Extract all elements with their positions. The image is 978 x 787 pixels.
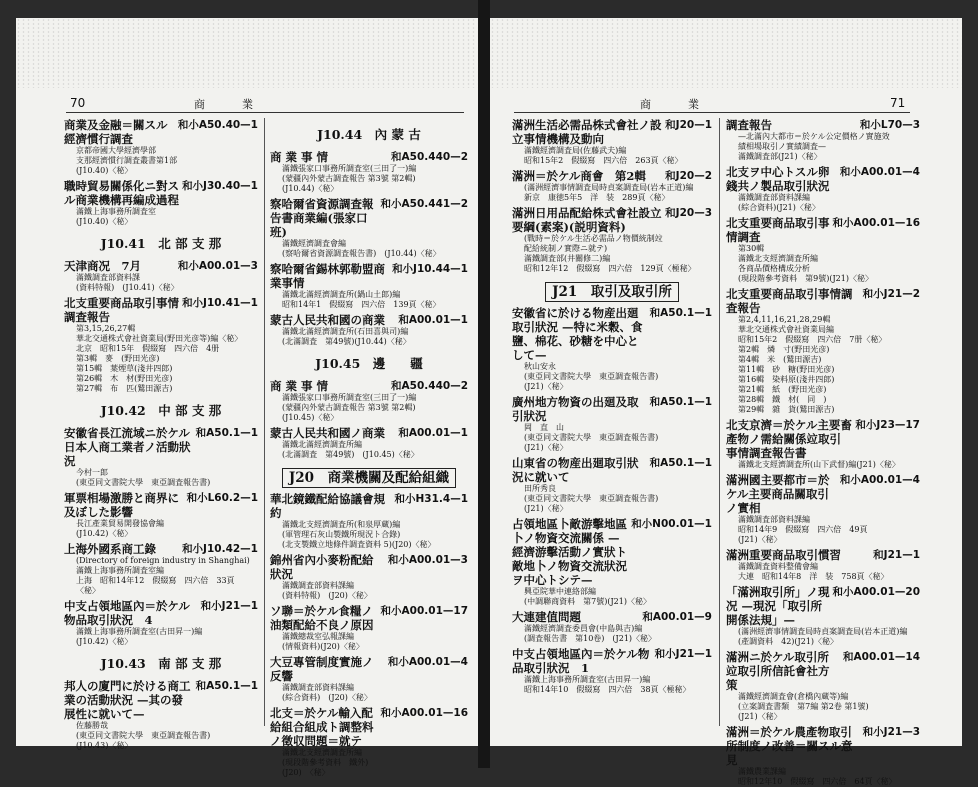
entry-detail-line: 第15輯 葉煙草(淺井四郎) <box>76 364 173 373</box>
entry-title-row <box>512 517 712 587</box>
entry-detail-line: 滿鐵經濟調査局(佐藤武夫)編 <box>524 146 627 155</box>
entry-title: 中支占領地區內＝於ケル物品取引狀況 4 <box>64 599 190 627</box>
entry-detail-line: (滿洲經濟事情調査局時貞案調査局(岩本正道)編 <box>738 627 908 636</box>
classification-code: 和J20—1 <box>665 119 712 131</box>
entry-title-row <box>270 313 468 327</box>
entry-title-row <box>270 492 468 520</box>
entry-detail-line: 昭和14年1 假綴寫 四六倍 139頁〈秘〉 <box>282 300 441 309</box>
header-rule <box>514 112 910 113</box>
running-head: 商 業 <box>194 98 254 111</box>
entry-detail-line: 興亞院華中連絡部編 <box>524 587 596 596</box>
entry-detail-line: (現段階參考資料 鐵外) <box>282 758 369 767</box>
classification-code: 和小J21—1 <box>654 648 712 660</box>
entry-title-row <box>270 706 468 748</box>
entry-detail-line: (現段階參考資料 第9號)(J21)〈秘〉 <box>738 274 873 283</box>
section-heading <box>64 401 258 419</box>
entry-detail-line: (J10.45)〈秘〉 <box>282 413 339 422</box>
entry-detail-line: 各商品價格構成分析 <box>738 264 810 273</box>
catalog-entry <box>726 165 920 213</box>
catalog-entry <box>270 604 468 652</box>
entry-detail-line: (J10.40)〈秘〉 <box>76 166 133 175</box>
entry-detail-line: 第4輯 米 (鷲田源吉) <box>738 355 822 364</box>
classification-code: 和小A00.01—17 <box>380 605 468 617</box>
classification-code: 和A50.1—1 <box>649 396 712 408</box>
entry-detail-line: 第27輯 布 匹(鷲田源吉) <box>76 384 173 393</box>
entry-title: 安徽省に於ける物産出廻取引狀況 —特に米穀、食鹽、棉花、砂糖を中心として— <box>512 306 643 362</box>
entry-title: 滿洲生活必需品株式會社ノ設立事情機構及動向 <box>512 118 662 146</box>
entry-detail-line: 上海 昭和14年12 假綴寫 四六倍 33頁 <box>76 576 235 585</box>
entry-title: 商 業 事 情 <box>270 150 329 164</box>
entry-title: 軍票相場激勝と商界に及ぼした影響 <box>64 491 179 519</box>
classification-code: 和小A00.01—3 <box>387 554 468 566</box>
catalog-entry <box>726 216 920 284</box>
entry-detail-line: 滿鐵上海事務所調査室 <box>76 207 156 216</box>
classification-code: 和A50.1—1 <box>195 680 258 692</box>
entry-detail-line: 滿鐵北滿經濟調査所編 <box>282 440 362 449</box>
entry-detail-line: 第29輯 雜 貨(鷲田源吉) <box>738 405 835 414</box>
entry-detail-line: (資料特報) (J10.41)〈秘〉 <box>76 283 179 292</box>
catalog-entry <box>64 599 258 647</box>
entry-title: 上海外國系商工錄 <box>64 542 156 556</box>
classification-code: 和小A50.441—2 <box>380 198 468 210</box>
entry-title: 滿洲＝於ケル農產物取引所制度ノ改善＝關スル意見 <box>726 725 853 767</box>
entry-detail-line: 滿鐵上海事務所調査室(古田昇一)編 <box>524 675 651 684</box>
entry-detail-line: 北京 昭和15年 假綴寫 四六倍 4册 <box>76 344 220 353</box>
column-rule <box>719 118 720 726</box>
classification-code: 和小J10.42—1 <box>182 543 258 555</box>
catalog-entry <box>64 491 258 539</box>
classification-code: 和小L70—3 <box>859 119 920 131</box>
entry-detail-line: 第16輯 染料原(淺井四郎) <box>738 375 835 384</box>
catalog-entry <box>64 542 258 596</box>
entry-detail-line: 滿鐵北支經濟調査所(山下武督)編(J21)〈秘〉 <box>738 460 900 469</box>
catalog-entry <box>726 548 920 582</box>
entry-title-row <box>270 604 468 632</box>
entry-title: 錦州省內小麥粉配給狀況 <box>270 553 374 581</box>
entry-detail-line: 新京 康徳5年5 洋 装 289頁〈秘〉 <box>524 193 670 202</box>
entry-title: 蒙古人民共和國ノ商業 <box>270 426 385 440</box>
entry-detail-line: (調査報告書 第10卷) (J21)〈秘〉 <box>524 634 657 643</box>
entry-title-row <box>512 395 712 423</box>
entry-title: 北支京濟＝於ケル主要畜產物ノ需給關係竝取引事情調査報告書 <box>726 418 852 460</box>
entry-title-row <box>512 306 712 362</box>
section-heading <box>64 234 258 252</box>
catalog-entry <box>512 517 712 607</box>
left-page <box>16 18 478 777</box>
entry-title: 商 業 事 情 <box>270 379 329 393</box>
section-heading <box>512 280 712 300</box>
catalog-entry <box>270 262 468 310</box>
section-heading-text: J10.45 邊 疆 <box>315 356 423 371</box>
classification-code: 和小A00.01—4 <box>839 474 920 486</box>
catalog-entry <box>512 118 712 166</box>
page-noise <box>490 18 962 88</box>
classification-code: 和A00.01—14 <box>843 651 920 663</box>
entry-detail-line: (J10.43)〈秘〉 <box>76 741 133 750</box>
entry-detail-line: 今村一郎 <box>76 468 108 477</box>
entry-title: 大豆專管制度實施ノ反響 <box>270 655 374 683</box>
entry-detail-line: (J10.44)〈秘〉 <box>282 184 339 193</box>
entry-title-row <box>64 179 258 207</box>
entry-detail-line: 滿鐵調査部資料課編 <box>282 683 354 692</box>
catalog-entry <box>270 706 468 778</box>
entry-title-row <box>726 118 920 132</box>
entry-detail-line: (J21)〈秘〉 <box>524 443 568 452</box>
entry-title: 蒙古人民共和國の商業 <box>270 313 385 327</box>
entry-detail-line: 滿鐵張家口事務所調査室(三田了一)編 <box>282 164 417 173</box>
entry-title-row <box>512 169 712 183</box>
page-noise <box>16 18 478 88</box>
entry-title: 察哈爾省錫林郭勒盟商業事情 <box>270 262 385 290</box>
entry-title-row <box>64 296 258 324</box>
running-head: 商 業 <box>640 98 700 111</box>
left-column-2 <box>270 118 468 777</box>
right-page <box>490 18 962 786</box>
column-rule <box>264 118 265 726</box>
entry-detail-line: (中調聯商資料 第7號)(J21)〈秘〉 <box>524 597 651 606</box>
catalog-entry <box>270 379 468 423</box>
entry-title: 廣州地方物資の出廻及取引狀況 <box>512 395 639 423</box>
entry-detail-line: (滿洲經濟事情調査局時貞案調査局(岩本正道)編 <box>524 183 694 192</box>
page-number: 70 <box>70 96 86 110</box>
entry-detail-line: (東亞同文書院大學 東亞調査報告書) <box>524 494 659 503</box>
catalog-entry <box>64 259 258 293</box>
entry-title-row <box>512 206 712 234</box>
entry-detail-line: 滿鐵北支經濟調査所編 <box>738 254 818 263</box>
entry-title: 滿洲國主要都市＝於ケル主要商品關取引ノ實相 <box>726 473 830 515</box>
entry-detail-line: 滿鐵上海事務所調査室(古田昇一)編 <box>76 627 203 636</box>
catalog-entry <box>512 169 712 203</box>
classification-code: 和J20—3 <box>665 207 712 219</box>
entry-detail-line: 滿鐵調査部資料課編 <box>282 581 354 590</box>
entry-title-row <box>64 118 258 146</box>
entry-detail-line: 昭和12年12 假綴寫 四六倍 129頁〈極秘〉 <box>524 264 696 273</box>
entry-detail-line: 滿鐵經濟調査會(倉橋內蔵等)編 <box>738 692 849 701</box>
entry-detail-line: 華北交通株式會社資業局(野田光彦等)編〈秘〉 <box>76 334 243 343</box>
entry-title-row <box>726 650 920 692</box>
right-column-1 <box>512 118 712 732</box>
entry-title: 滿洲＝於ケル商會 第2輯 <box>512 169 646 183</box>
entry-detail-line: 昭和15年2 假綴寫 四六倍 263頁〈秘〉 <box>524 156 683 165</box>
entry-detail-line: 第3,15,26,27輯 <box>76 324 136 333</box>
entry-title-row <box>270 655 468 683</box>
classification-code: 和A50.1—1 <box>649 307 712 319</box>
entry-detail-line: 昭和14年9 假綴寫 四六倍 49頁 <box>738 525 868 534</box>
section-heading-text: J20 商業機關及配給組織 <box>282 468 456 488</box>
classification-code: 和小N00.01—1 <box>631 518 712 530</box>
entry-title: 天津商况 7月 <box>64 259 142 273</box>
entry-title: 滿洲重要商品取引慣習 <box>726 548 841 562</box>
entry-title: 山東省の物産出廻取引狀況に就いて <box>512 456 639 484</box>
classification-code: 和小A00.01—16 <box>832 217 920 229</box>
entry-title: 「滿洲取引所」ノ現况 —現況「取引所開係法規」— <box>726 585 830 627</box>
entry-detail-line: (東亞同文書院大學 東亞調査報告書) <box>524 372 659 381</box>
entry-detail-line: 滿鐵上海事務所調査室編 <box>76 566 164 575</box>
catalog-entry <box>270 492 468 550</box>
catalog-entry <box>270 655 468 703</box>
entry-title: 占領地區卜敵游擊地區卜ノ物資交流關係 —經濟游擊活動ノ實狀ト敵地卜ノ物資交流狀況ヲ中心トシテ— <box>512 517 627 587</box>
entry-detail-line: 滿鐵調査部資料課編 <box>738 193 810 202</box>
classification-code: 和小J23—17 <box>855 419 920 431</box>
catalog-entry <box>270 197 468 259</box>
entry-detail-line: (軍管理石灰山製鐵所現況ト合錄) <box>282 530 401 539</box>
entry-title-row <box>270 262 468 290</box>
entry-title: 調査報告 <box>726 118 772 132</box>
section-heading-text: J10.44 內 蒙 古 <box>317 127 421 142</box>
catalog-entry <box>270 426 468 460</box>
entry-detail-line: (東亞同文書院大學 東亞調査報告書) <box>524 433 659 442</box>
classification-code: 和小L60.2—1 <box>186 492 258 504</box>
catalog-entry <box>726 473 920 545</box>
entry-detail-line: 滿鐵調査資料整備會編 <box>738 562 818 571</box>
classification-code: 和小A00.01—3 <box>177 260 258 272</box>
section-heading-text: J10.42 中 部 支 那 <box>100 403 222 418</box>
entry-detail-line: 滿鐵調査部資料課編 <box>738 515 810 524</box>
entry-detail-line: 滿鐵經濟調査委員會(中島與吉)編 <box>524 624 643 633</box>
entry-title-row <box>726 585 920 627</box>
entry-detail-line: 支那經濟慣行調査叢書第1部 <box>76 156 178 165</box>
entry-detail-line: 大連 昭和14年8 洋 装 758頁〈秘〉 <box>738 572 889 581</box>
entry-detail-line: 第11輯 砂 糖(野田光彦) <box>738 365 835 374</box>
entry-detail-line: 田所秀良 <box>524 484 556 493</box>
entry-title-row <box>64 259 258 273</box>
entry-title-row <box>270 197 468 239</box>
entry-title-row <box>512 647 712 675</box>
classification-code: 和小A00.01—4 <box>387 656 468 668</box>
entry-detail-line: 績相場取引ノ實績調査— <box>738 142 826 151</box>
entry-title-row <box>726 216 920 244</box>
classification-code: 和A50.1—1 <box>195 427 258 439</box>
entry-title-row <box>64 599 258 627</box>
entry-title: 商業及金融＝關スル經濟慣行調査 <box>64 118 168 146</box>
classification-code: 和小A00.01—4 <box>839 166 920 178</box>
catalog-entry <box>726 118 920 162</box>
entry-detail-line: (立案調査書類 第7編 第2卷 第1號) <box>738 702 869 711</box>
catalog-entry <box>512 610 712 644</box>
entry-detail-line: 第21輯 紙 (野田光彦) <box>738 385 827 394</box>
classification-code: 和小J21—3 <box>862 726 920 738</box>
entry-detail-line: 滿鐵調査部資料課 <box>76 273 140 282</box>
entry-title: 北支重要商品取引事情調査報告 <box>64 296 179 324</box>
entry-detail-line: 佐藤勝哉 <box>76 721 108 730</box>
entry-title: 北支重要商品取引事情調査 <box>726 216 830 244</box>
classification-code: 和A00.01—1 <box>398 314 468 326</box>
entry-title-row <box>726 473 920 515</box>
section-heading <box>270 125 468 143</box>
catalog-entry <box>512 395 712 453</box>
catalog-entry <box>726 585 920 647</box>
entry-title: 察哈爾省資源調査報告書商業編(張家口班) <box>270 197 374 239</box>
entry-title-row <box>726 165 920 193</box>
entry-detail-line: (產調資料 42)(J21)〈秘〉 <box>738 637 839 646</box>
entry-title-row <box>270 553 468 581</box>
catalog-entry <box>270 313 468 347</box>
catalog-entry <box>512 456 712 514</box>
catalog-entry <box>64 426 258 488</box>
entry-detail-line: 滿鐵調査部(J21)〈秘〉 <box>738 152 822 161</box>
catalog-entry <box>64 179 258 227</box>
classification-code: 和小A00.01—20 <box>832 586 920 598</box>
catalog-entry <box>726 418 920 470</box>
entry-detail-line: (J10.42)〈秘〉 <box>76 529 133 538</box>
header-rule <box>66 112 464 113</box>
entry-title: 北支重要商品取引事情調査報告 <box>726 287 853 315</box>
catalog-entry <box>270 553 468 601</box>
entry-detail-line: (J20) 〈秘〉 <box>282 768 330 777</box>
entry-detail-line: 滿鐵北支經濟調査所編 <box>282 748 362 757</box>
classification-code: 和小H31.4—1 <box>394 493 468 505</box>
classification-code: 和A50.440—2 <box>391 380 468 392</box>
section-heading-text: J10.41 北 部 支 那 <box>100 236 222 251</box>
section-heading <box>270 466 468 486</box>
entry-detail-line: (J10.42)〈秘〉 <box>76 637 133 646</box>
entry-title-row <box>512 118 712 146</box>
entry-detail-line: 滿鐵北滿經濟調査所(鍋山土郎)編 <box>282 290 401 299</box>
entry-detail-line: (東亞同文書院大學 東亞調査報告書) <box>76 731 211 740</box>
entry-detail-line: 第3輯 麥 (野田光彦) <box>76 354 160 363</box>
entry-detail-line: 第30輯 <box>738 244 765 253</box>
entry-detail-line: (綜合資料) (J20)〈秘〉 <box>282 693 372 702</box>
section-heading <box>270 354 468 372</box>
entry-detail-line: 昭和14年10 假綴寫 四六倍 38頁〈極秘〉 <box>524 685 691 694</box>
entry-detail-line: (J21)〈秘〉 <box>524 504 568 513</box>
entry-detail-line: (J21)〈秘〉 <box>738 712 782 721</box>
page-number: 71 <box>890 96 906 110</box>
entry-title-row <box>64 542 258 556</box>
entry-title-row <box>64 491 258 519</box>
entry-title-row <box>64 426 258 468</box>
entry-title: 邦人の廈門に於ける商工業の活動狀況 —其の發展性に就いて— <box>64 679 191 721</box>
entry-detail-line: 長江產業貿易開發協會編 <box>76 519 164 528</box>
entry-detail-line: (Directory of foreign industry in Shanghai) <box>76 556 250 565</box>
classification-code: 和小J10.44—1 <box>392 263 468 275</box>
entry-title: 安徽省長江流域ニ於ケル日本人商工業者ノ活動狀況 <box>64 426 191 468</box>
section-heading-text: J21 取引及取引所 <box>545 282 679 302</box>
entry-detail-line: 滿鐵北滿經濟調査所(石田喜與司)編 <box>282 327 409 336</box>
entry-title-row <box>64 679 258 721</box>
classification-code: 和小J30.40—1 <box>182 180 258 192</box>
entry-detail-line: 滿鐵總裁室弘報課編 <box>282 632 354 641</box>
classification-code: 和A00.01—1 <box>398 427 468 439</box>
entry-title-row <box>726 548 920 562</box>
entry-detail-line: 秋山安永 <box>524 362 556 371</box>
entry-title-row <box>512 456 712 484</box>
entry-detail-line: 滿鐵北支經濟調査所(和泉厚蔵)編 <box>282 520 401 529</box>
entry-detail-line: (J21)〈秘〉 <box>738 535 782 544</box>
classification-code: 和小J21—2 <box>862 288 920 300</box>
entry-detail-line: (資料特報) (J20)〈秘〉 <box>282 591 372 600</box>
entry-detail-line: 岡 直 山 <box>524 423 564 432</box>
entry-detail-line: (戰時＝於ケル生活必需品ノ物價統制竝 <box>524 234 663 243</box>
section-heading <box>64 654 258 672</box>
entry-title: 滿洲ニ於ケル取引所竝取引所信託會社方策 <box>726 650 830 692</box>
entry-title-row <box>512 610 712 624</box>
catalog-entry <box>270 150 468 194</box>
left-column-1 <box>64 118 258 750</box>
entry-detail-line: 昭和15年2 假綴寫 四六倍 7册〈秘〉 <box>738 335 887 344</box>
classification-code: 和A50.440—2 <box>391 151 468 163</box>
entry-detail-line: 華北交通株式會社資業局編 <box>738 325 834 334</box>
classification-code: 和小J10.41—1 <box>182 297 258 309</box>
entry-title: 華北鏡鐵配給協議會規約 <box>270 492 385 520</box>
entry-detail-line: 滿鐵經濟調査會編 <box>282 239 346 248</box>
entry-detail-line: (東亞同文書院大學 東亞調査報告書) <box>76 478 211 487</box>
section-heading-text: J10.43 南 部 支 那 <box>100 656 222 671</box>
entry-detail-line: (情報資料)(J20)〈秘〉 <box>282 642 364 651</box>
classification-code: 和A50.1—1 <box>649 457 712 469</box>
entry-title-row <box>270 426 468 440</box>
entry-title-row <box>726 725 920 767</box>
entry-detail-line: 滿鐵張家口事務所調査室(三田了一)編 <box>282 393 417 402</box>
entry-title: 中支占領地區內＝於ケル物品取引狀況 1 <box>512 647 650 675</box>
catalog-entry <box>726 287 920 415</box>
entry-detail-line: (察哈爾省資源調査報告書) (J10.44)〈秘〉 <box>282 249 441 258</box>
classification-code: 和小A50.40—1 <box>177 119 258 131</box>
entry-title-row <box>270 150 468 164</box>
classification-code: 和A00.01—9 <box>642 611 712 623</box>
classification-code: 和小J21—1 <box>200 600 258 612</box>
catalog-entry <box>64 296 258 394</box>
right-column-2 <box>726 118 920 786</box>
classification-code: 和J21—1 <box>873 549 920 561</box>
classification-code: 和小A00.01—16 <box>380 707 468 719</box>
entry-title-row <box>726 418 920 460</box>
entry-title-row <box>726 287 920 315</box>
entry-detail-line: (綜合資料)(J21)〈秘〉 <box>738 203 820 212</box>
entry-detail-line: 第26輯 木 材(野田光彦) <box>76 374 173 383</box>
entry-title: 滿洲日用品配給株式會社設立要綱(素案)(説明資料) <box>512 206 662 234</box>
entry-detail-line: 配給統制ノ實際ニ就テ) <box>524 244 608 253</box>
entry-title: ソ聯＝於ケル食糧ノ油類配給不良ノ原因 <box>270 604 374 632</box>
entry-detail-line: 滿鐵農業課編 <box>738 767 786 776</box>
entry-detail-line: (北滿調査 第49號) (J10.45)〈秘〉 <box>282 450 419 459</box>
entry-detail-line: 第2輯 燐 寸(野田光彦) <box>738 345 830 354</box>
entry-title: 北支＝於ケル輸入配給組合組成ト調整料ノ徵収問題＝就テ <box>270 706 374 748</box>
entry-detail-line: —北滿內大都市＝於ケル公定價格ノ實施效 <box>738 132 890 141</box>
entry-detail-line: 昭和12年10 假綴寫 四六倍 64頁〈秘〉 <box>738 777 897 786</box>
entry-detail-line: (J21)〈秘〉 <box>524 382 568 391</box>
entry-detail-line: (蒙疆內外蒙古調査報告 第3號 第2輯) <box>282 403 416 412</box>
entry-title: 大連建值問題 <box>512 610 581 624</box>
entry-detail-line: 京都帝國大學經濟學部 <box>76 146 156 155</box>
entry-detail-line: 第28輯 鐵 材( 同 ) <box>738 395 827 404</box>
catalog-entry <box>512 206 712 274</box>
entry-detail-line: 〈秘〉 <box>76 586 100 595</box>
classification-code: 和J20—2 <box>665 170 712 182</box>
entry-title-row <box>270 379 468 393</box>
entry-detail-line: 滿鐵調査部(井關修二)編 <box>524 254 611 263</box>
catalog-entry <box>726 725 920 787</box>
catalog-entry <box>64 679 258 751</box>
catalog-entry <box>512 306 712 392</box>
catalog-entry <box>726 650 920 722</box>
entry-detail-line: (北滿調査 第49號)(J10.44)〈秘〉 <box>282 337 411 346</box>
entry-title: 北支ヲ中心トスル卵錢共ノ製品取引狀況 <box>726 165 830 193</box>
entry-title: 職時貿易關係化ニ對スル商業機構再編成過程 <box>64 179 179 207</box>
entry-detail-line: (J10.40)〈秘〉 <box>76 217 133 226</box>
entry-detail-line: (北支製鐵立地條件調査資料 5)(J20)〈秘〉 <box>282 540 436 549</box>
catalog-entry <box>64 118 258 176</box>
entry-detail-line: 第2,4,11,16,21,28,29輯 <box>738 315 831 324</box>
catalog-entry <box>512 647 712 695</box>
book-gutter <box>478 0 490 768</box>
entry-detail-line: (蒙疆內外蒙古調査報告 第3號 第2輯) <box>282 174 416 183</box>
